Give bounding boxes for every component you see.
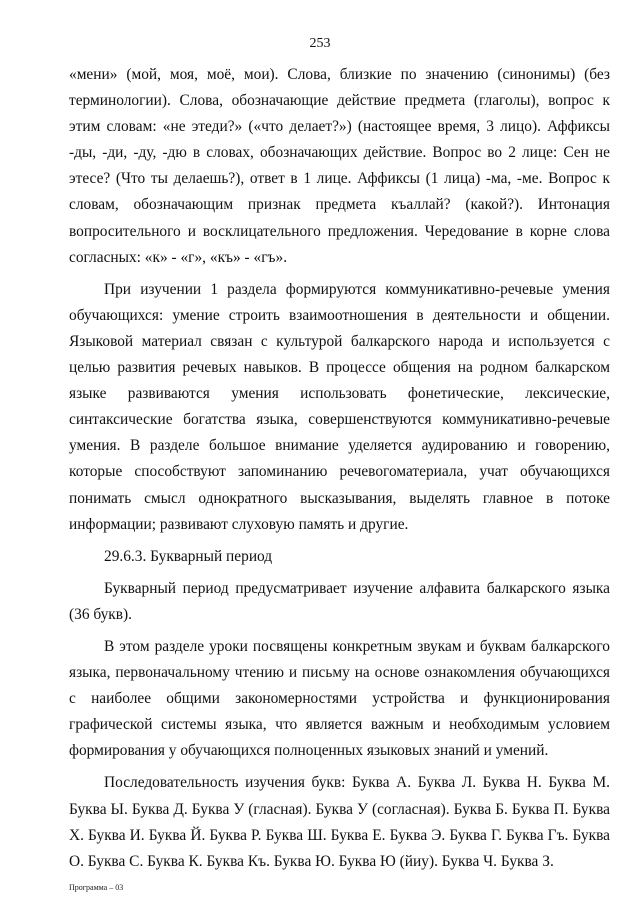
paragraph-letter-sequence: Последовательность изучения букв: Буква А. Буква Л. Буква Н. Буква М. Буква Ы. Буква Д. Буква У (гласная). Буква У (согласная). Буква Б. Буква П. Буква Х. Буква И. Буква Й. Буква Р. Буква Ш. Буква Е. Буква Э. Буква Г. Буква Гъ. Буква О. Буква С. Буква К. Буква Къ. Буква Ю. Буква Ю (йиу). Буква Ч. Буква З.: [69, 774, 610, 870]
footer-program-label: Программа – 03: [69, 883, 124, 892]
page-number: 253: [309, 36, 331, 51]
paragraph-continuation: «мени» (мой, моя, моё, мои). Слова, близкие по значению (синонимы) (без терминологии). Слова, обозначающие действие предмета (глаголы), вопрос к этим словам: «не этеди?» («что делает?») (настоящее время, 3 лицо). Аффиксы -ды, -ди, -ду, -дю в словах, обозначающих действие. Вопрос во 2 лице: Сен не этесе? (Что ты делаешь?), ответ в 1 лице. Аффиксы (1 лица) -ма, -ме. Вопрос к словам, обозначающим признак предмета къаллай? (какой?). Интонация вопросительного и восклицательного предложения. Чередование в корне слова согласных: «к» - «г», «къ» - «гъ».: [69, 66, 610, 266]
section-heading: 29.6.3. Букварный период: [104, 547, 273, 565]
paragraph-alphabet-period: Букварный период предусматривает изучение алфавита балкарского языка (36 букв).: [69, 579, 610, 623]
paragraph-section-1: При изучении 1 раздела формируются коммуникативно-речевые умения обучающихся: умение строить взаимоотношения в деятельности и общении. Языковой материал связан с культурой балкарского народа и используется с целью развития речевых навыков. В процессе общения на родном балкарском языке развиваются умения использовать фонетические, лексические, синтаксические богатства языка, совершенствуются коммуникативно-речевые умения. В разделе большое внимание уделяется аудированию и говорению, которые способствуют запоминанию речевогоматериала, учат обучающихся понимать смысл однократного высказывания, выделять главное в потоке информации; развивают слуховую память и другие.: [69, 280, 610, 533]
document-body: [69, 62, 610, 875]
paragraph-lessons: В этом разделе уроки посвящены конкретным звукам и буквам балкарского языка, первоначальному чтению и письму на основе ознакомления обучающихся с наиболее общими закономерностями устройства и функционирования графической системы языка, что является важным и необходимым условием формирования у обучающихся полноценных языковых знаний и умений.: [69, 637, 610, 760]
